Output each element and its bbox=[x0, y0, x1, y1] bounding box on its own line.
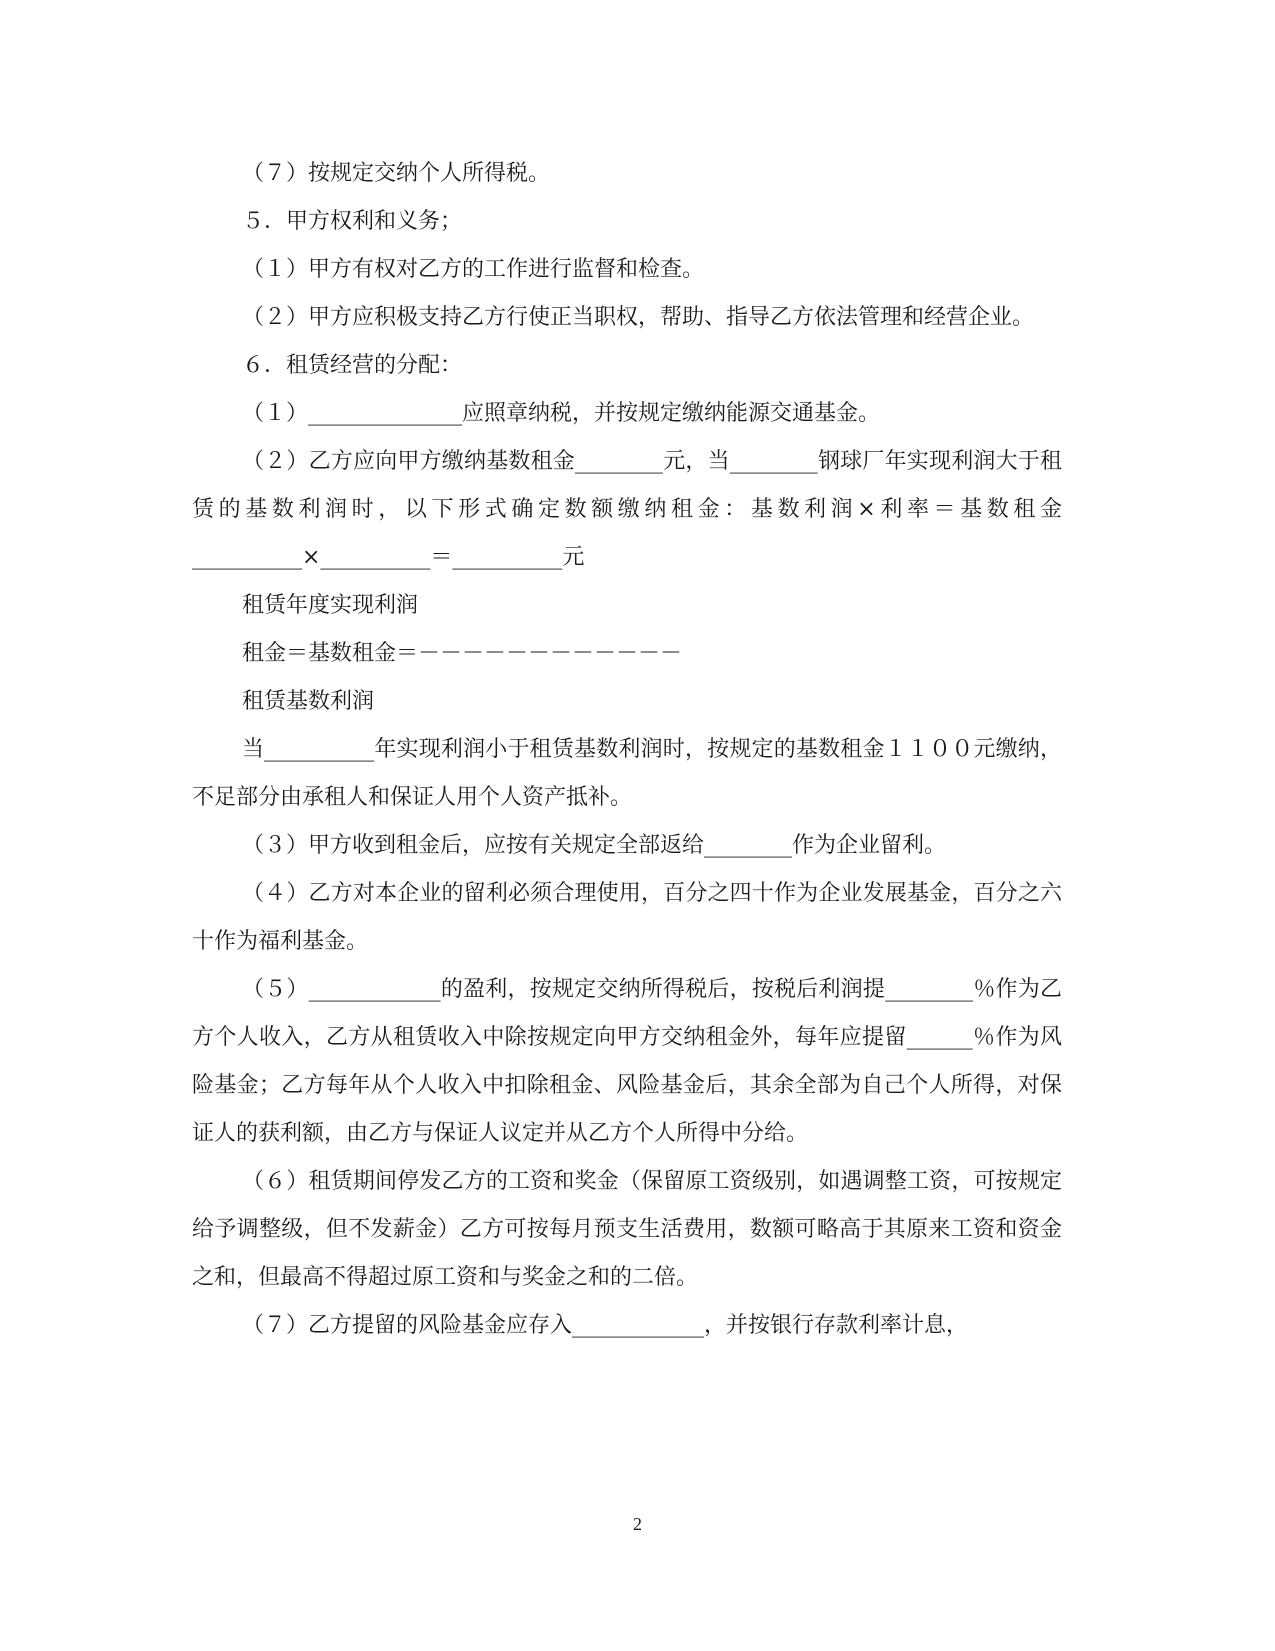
paragraph-risk-fund: （７）乙方提留的风险基金应存入____________，并按银行存款利率计息， bbox=[242, 1313, 969, 1338]
paragraph-tax-payment: （１）______________应照章纳税，并按规定缴纳能源交通基金。 bbox=[242, 401, 881, 426]
formula-numerator: 租赁年度实现利润 bbox=[242, 593, 419, 618]
paragraph-rent-return: （３）甲方收到租金后，应按有关规定全部返给________作为企业留利。 bbox=[242, 833, 947, 858]
formula-denominator: 租赁基数利润 bbox=[242, 689, 375, 714]
paragraph-shortfall: 当__________年实现利润小于租赁基数利润时，按规定的基数租金１１００元缴纳，不足部分由承租人和保证人用个人资产抵补。 bbox=[192, 737, 1062, 810]
page-number: 2 bbox=[633, 1514, 642, 1534]
paragraph-salary: （６）租赁期间停发乙方的工资和奖金（保留原工资级别，如遇调整工资，可按规定给予调整级，但不发薪金）乙方可按每月预支生活费用，数额可略高于其原来工资和资金之和，但最高不得超过原工资和与奖金之和的二倍。 bbox=[192, 1169, 1062, 1290]
formula-line: 租金＝基数租金＝－－－－－－－－－－－－ bbox=[242, 641, 683, 666]
document-body bbox=[192, 150, 1062, 1350]
paragraph-income-tax: （７）按规定交纳个人所得税。 bbox=[242, 161, 551, 186]
paragraph-supervision: （１）甲方有权对乙方的工作进行监督和检查。 bbox=[242, 257, 705, 282]
section-heading-party-a-rights: ５．甲方权利和义务； bbox=[242, 209, 463, 234]
section-heading-distribution: ６．租赁经营的分配： bbox=[242, 353, 463, 378]
paragraph-base-rent: （２）乙方应向甲方缴纳基数租金________元，当________钢球厂年实现利润大于租赁的基数利润时，以下形式确定数额缴纳租金：基数利润×利率＝基数租金__________×__________＝__________元 bbox=[192, 449, 1062, 570]
paragraph-support: （２）甲方应积极支持乙方行使正当职权，帮助、指导乙方依法管理和经营企业。 bbox=[242, 305, 1035, 330]
paragraph-retained-profit: （４）乙方对本企业的留利必须合理使用，百分之四十作为企业发展基金，百分之六十作为福利基金。 bbox=[192, 881, 1062, 954]
paragraph-profit-sharing: （５）____________的盈利，按规定交纳所得税后，按税后利润提________％作为乙方个人收入，乙方从租赁收入中除按规定向甲方交纳租金外，每年应提留______％作为风险基金；乙方每年从个人收入中扣除租金、风险基金后，其余全部为自己个人所得，对保证人的获利额，由乙方与保证人议定并从乙方个人所得中分给。 bbox=[192, 977, 1062, 1146]
